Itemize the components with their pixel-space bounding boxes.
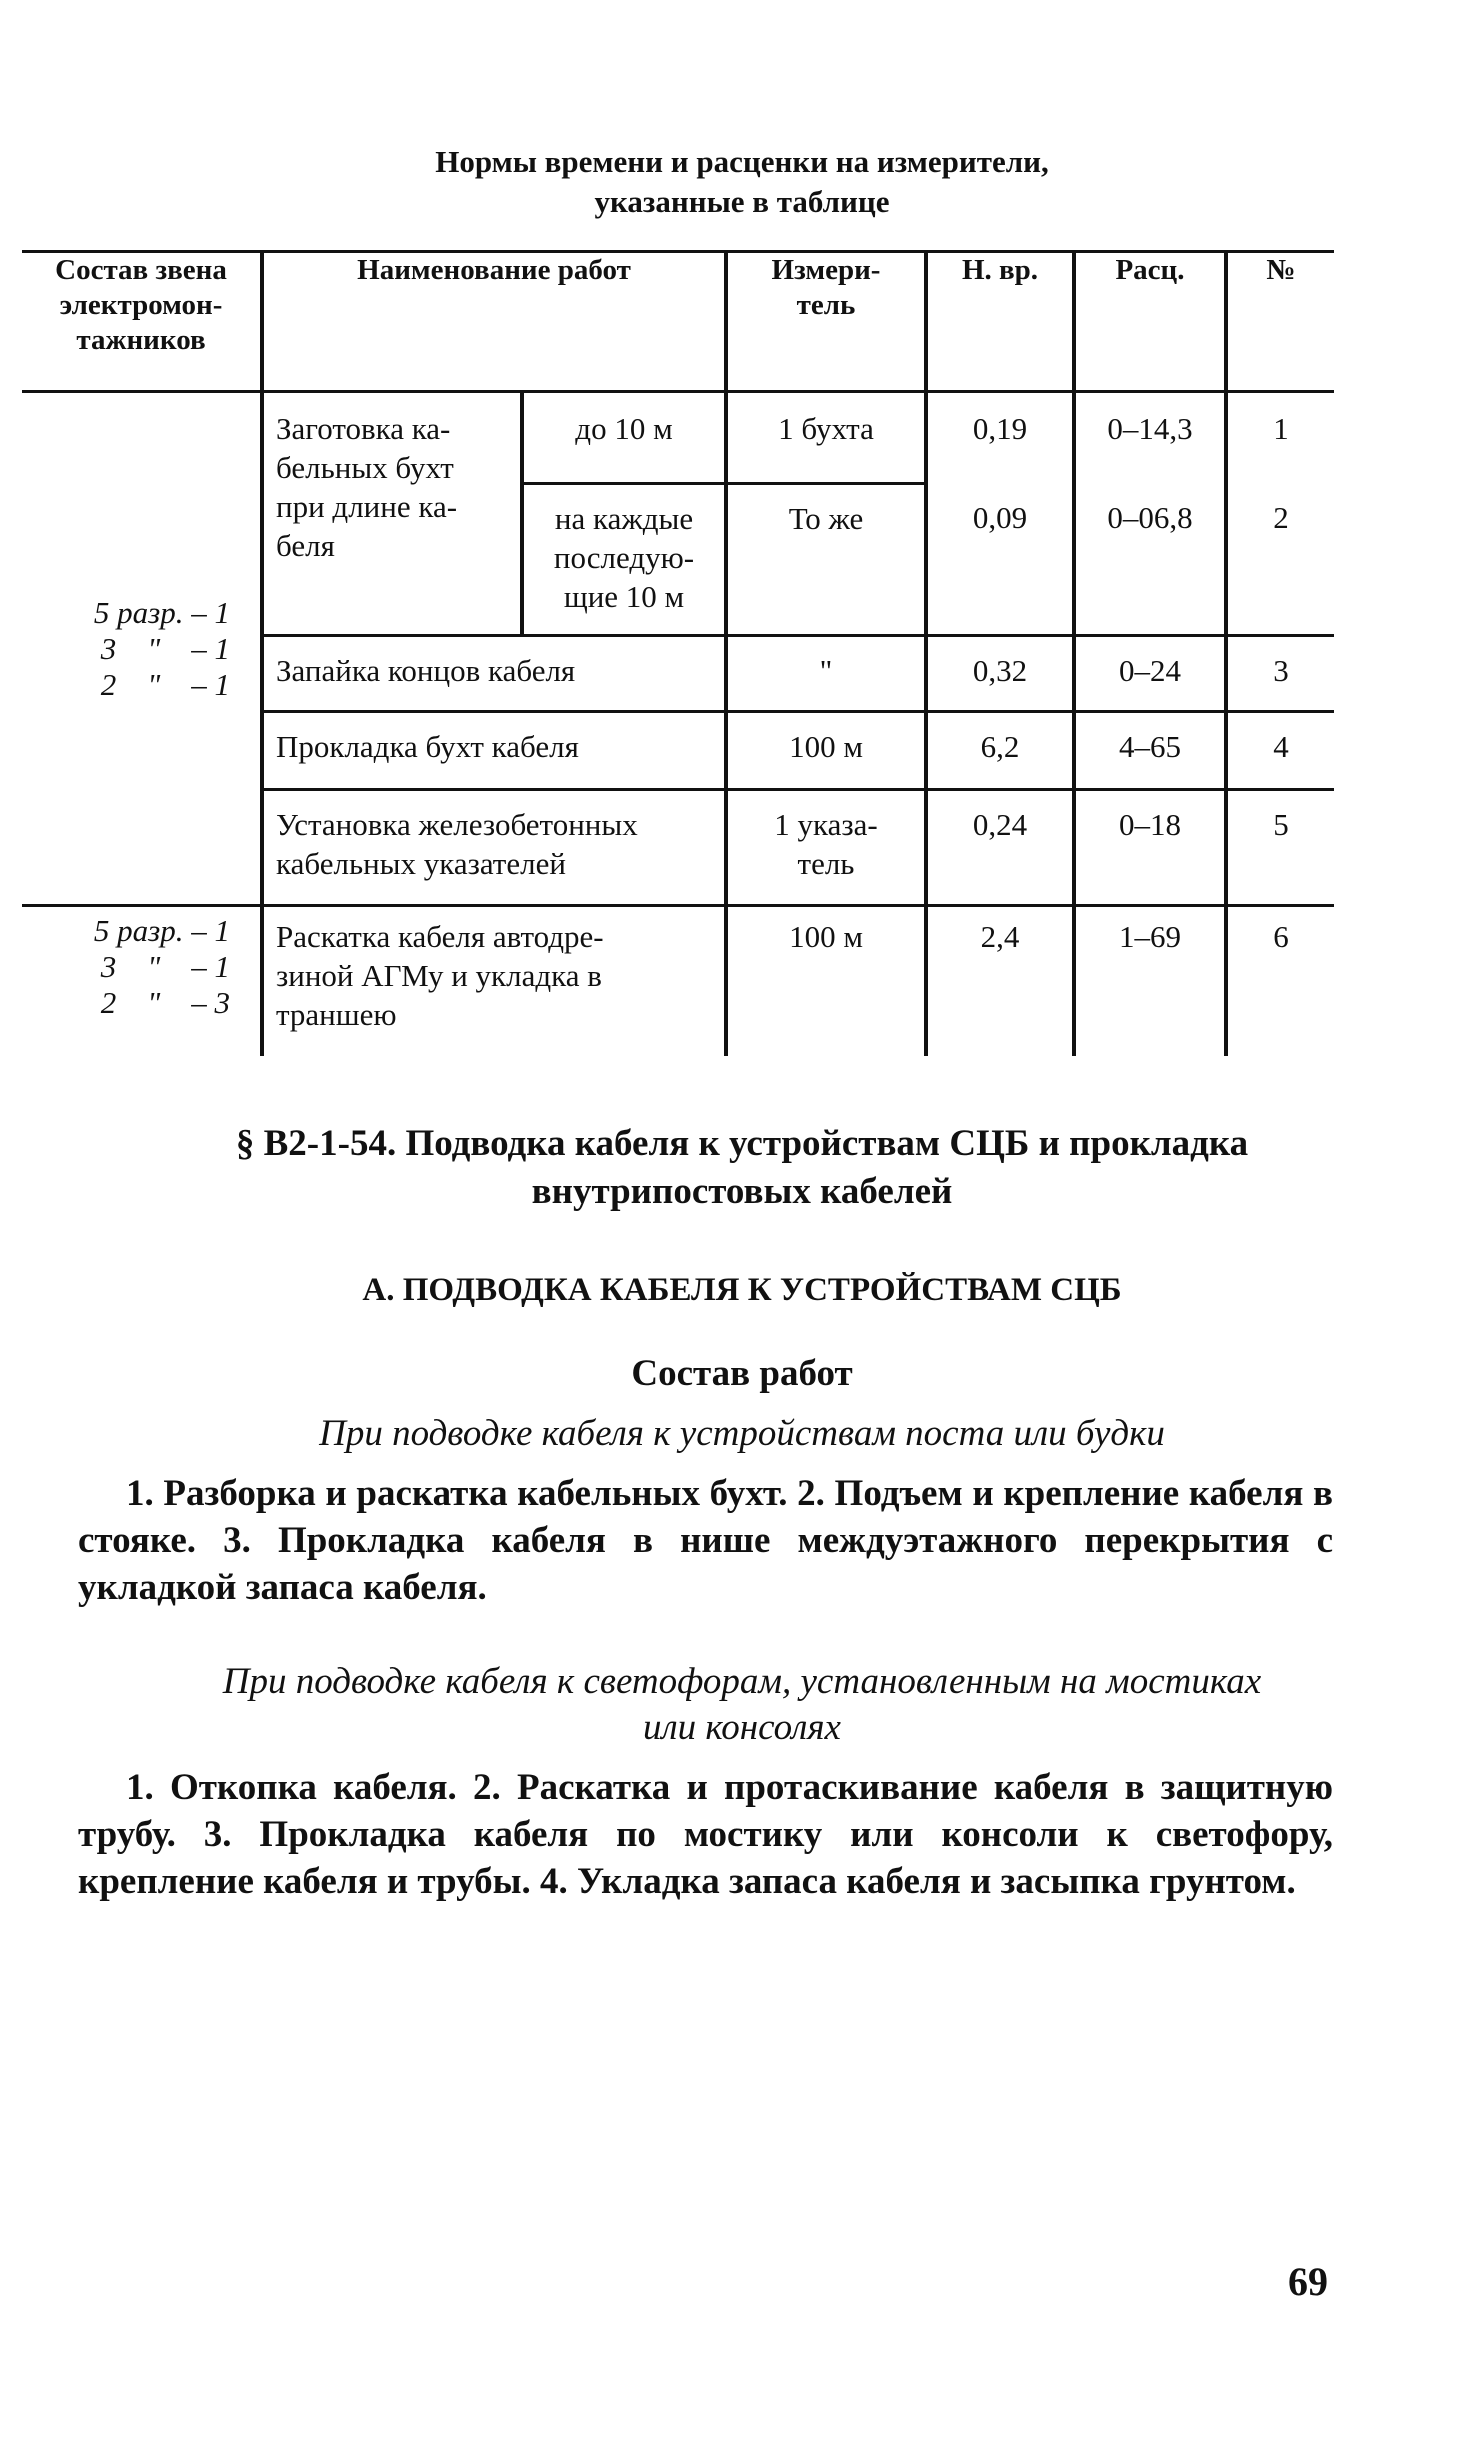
- unit-cell: ": [726, 636, 926, 712]
- work-name: Прокладка бухт кабеля: [262, 712, 726, 790]
- table-row: [22, 392, 1334, 484]
- case-1-text: 1. Разборка и раскатка кабельных бухт. 2. Подъем и крепление кабеля в стояке. 3. Прокладка кабеля в нише междуэтажного перекрытия с укладкой запаса кабеля.: [78, 1473, 1333, 1608]
- table-row: [22, 906, 1334, 1056]
- sub-up-to-10m: до 10 м: [522, 392, 726, 484]
- num-cell: 4: [1226, 712, 1334, 790]
- num-cell: 5: [1226, 790, 1334, 906]
- crew-group-2: 5 разр. – 1 3 " – 1 2 " – 3: [93, 913, 230, 1020]
- header-row: [22, 252, 1334, 392]
- table-caption-line-1: Нормы времени и расценки на измерители,: [435, 144, 1049, 179]
- header-crew: Состав звена электромон- тажников: [22, 252, 262, 392]
- num-cell: 6: [1226, 906, 1334, 1056]
- unit-cell: 100 м: [726, 712, 926, 790]
- unit-cell: 100 м: [726, 906, 926, 1056]
- rate-cell: 0–06,8: [1074, 484, 1226, 636]
- header-norm: Н. вр.: [926, 252, 1074, 392]
- unit-cell: 1 бухта: [726, 392, 926, 484]
- header-work: Наименование работ: [262, 252, 726, 392]
- subsection-title: А. ПОДВОДКА КАБЕЛЯ К УСТРОЙСТВАМ СЦБ: [362, 1272, 1122, 1308]
- rate-cell: 0–18: [1074, 790, 1226, 906]
- unit-cell: 1 указа- тель: [726, 790, 926, 906]
- rate-cell: 1–69: [1074, 906, 1226, 1056]
- case-1-heading: При подводке кабеля к устройствам поста или будки: [319, 1413, 1165, 1454]
- rate-cell: 0–14,3: [1074, 392, 1226, 484]
- work-name: Установка железобетонных кабельных указателей: [262, 790, 726, 906]
- norms-table: [22, 250, 1334, 1056]
- norm-cell: 2,4: [926, 906, 1074, 1056]
- work-name: Запайка концов кабеля: [262, 636, 726, 712]
- header-num: №: [1226, 252, 1334, 392]
- section-title-line-2: внутрипостовых кабелей: [531, 1171, 953, 1212]
- case-2-heading-line-1: При подводке кабеля к светофорам, установленным на мостиках: [222, 1661, 1262, 1702]
- rate-cell: 0–24: [1074, 636, 1226, 712]
- case-2-text: 1. Откопка кабеля. 2. Раскатка и протаскивание кабеля в защитную трубу. 3. Прокладка кабеля по мостику или консоли к светофору, крепление кабеля и трубы. 4. Укладка запаса кабеля и засыпка грунтом.: [78, 1767, 1333, 1902]
- norm-cell: 0,19: [926, 392, 1074, 484]
- crew-group-1: 5 разр. – 1 3 " – 1 2 " – 1: [22, 392, 262, 906]
- case-2-heading-line-2: или консолях: [643, 1707, 841, 1748]
- work-name: Раскатка кабеля автодре- зиной АГМу и укладка в траншею: [262, 906, 726, 1056]
- table-caption-line-2: указанные в таблице: [594, 184, 890, 219]
- composition-heading: Состав работ: [631, 1353, 853, 1394]
- num-cell: 3: [1226, 636, 1334, 712]
- section-title-line-1: § В2-1-54. Подводка кабеля к устройствам СЦБ и прокладка: [235, 1123, 1249, 1164]
- unit-cell: То же: [726, 484, 926, 636]
- rate-cell: 4–65: [1074, 712, 1226, 790]
- num-cell: 2: [1226, 484, 1334, 636]
- norm-cell: 6,2: [926, 712, 1074, 790]
- work-name-cable-coils: Заготовка ка- бельных бухт при длине ка- беля: [262, 392, 522, 636]
- page-number: 69: [1288, 2259, 1328, 2304]
- header-rate: Расц.: [1074, 252, 1226, 392]
- num-cell: 1: [1226, 392, 1334, 484]
- header-unit: Измери- тель: [726, 252, 926, 392]
- norm-cell: 0,24: [926, 790, 1074, 906]
- norm-cell: 0,32: [926, 636, 1074, 712]
- norm-cell: 0,09: [926, 484, 1074, 636]
- sub-each-next-10m: на каждые последую- щие 10 м: [522, 484, 726, 636]
